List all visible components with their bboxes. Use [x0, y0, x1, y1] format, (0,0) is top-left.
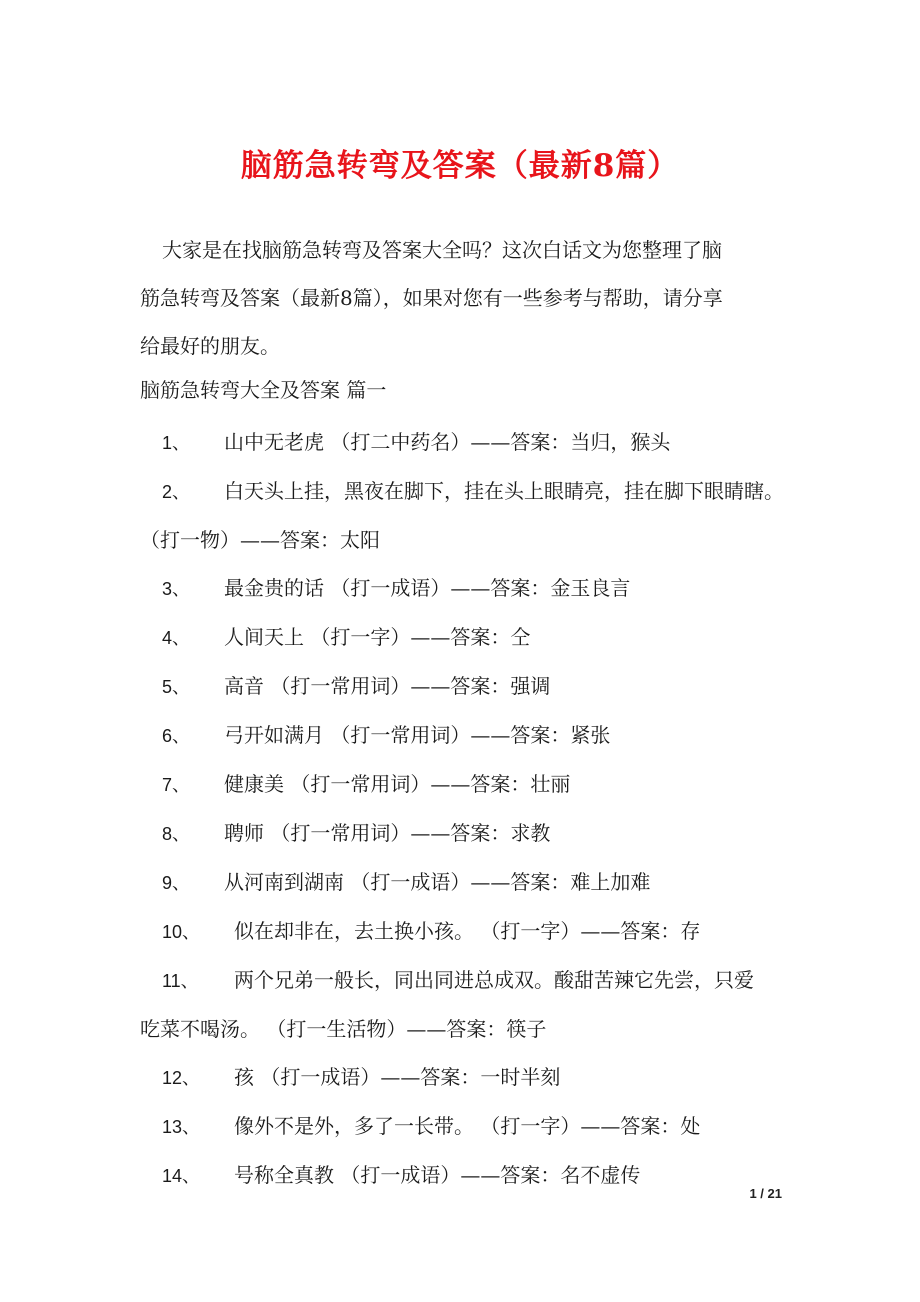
riddle-list	[140, 418, 800, 1200]
riddle-item	[140, 907, 800, 956]
intro-line: 筋急转弯及答案（最新8篇），如果对您有一些参考与帮助，请分享	[140, 286, 723, 310]
riddle-text: 从河南到湖南 （打一成语）——答案：难上加难	[224, 870, 651, 894]
riddle-text: 高音 （打一常用词）——答案：强调	[224, 674, 551, 698]
riddle-continuation: （打一物）——答案：太阳	[140, 528, 380, 552]
riddle-number: 4、	[162, 628, 191, 648]
riddle-number: 8、	[162, 824, 191, 844]
riddle-row	[140, 564, 800, 613]
riddle-text: 白天头上挂，黑夜在脚下，挂在头上眼睛亮，挂在脚下眼睛瞎。	[224, 479, 784, 503]
riddle-number: 11、	[162, 971, 199, 991]
page-title: 脑筋急转弯及答案（最新8篇）	[240, 148, 680, 184]
riddle-text: 似在却非在，去土换小孩。 （打一字）——答案：存	[234, 919, 701, 943]
riddle-item	[140, 809, 800, 858]
section-heading: 脑筋急转弯大全及答案 篇一	[140, 378, 387, 402]
riddle-row	[140, 711, 800, 760]
riddle-row	[140, 467, 800, 516]
riddle-text: 两个兄弟一般长，同出同进总成双。酸甜苦辣它先尝，只爱	[234, 968, 754, 992]
riddle-text: 聘师 （打一常用词）——答案：求教	[224, 821, 551, 845]
riddle-item	[140, 858, 800, 907]
riddle-text: 孩 （打一成语）——答案：一时半刻	[234, 1065, 561, 1089]
riddle-row	[140, 1151, 800, 1200]
riddle-item	[140, 956, 800, 1053]
riddle-item	[140, 1102, 800, 1151]
riddle-continuation: 吃菜不喝汤。 （打一生活物）——答案：筷子	[140, 1017, 547, 1041]
riddle-text: 弓开如满月 （打一常用词）——答案：紧张	[224, 723, 611, 747]
riddle-number: 9、	[162, 873, 191, 893]
riddle-text: 像外不是外，多了一长带。 （打一字）——答案：处	[234, 1114, 701, 1138]
riddle-item	[140, 418, 800, 467]
riddle-row	[140, 809, 800, 858]
riddle-text: 人间天上 （打一字）——答案：仝	[224, 625, 531, 649]
riddle-item	[140, 564, 800, 613]
riddle-row	[140, 418, 800, 467]
riddle-item	[140, 711, 800, 760]
riddle-number: 7、	[162, 775, 191, 795]
riddle-number: 13、	[162, 1117, 201, 1137]
riddle-number: 3、	[162, 579, 191, 599]
riddle-row	[140, 662, 800, 711]
riddle-number: 5、	[162, 677, 191, 697]
riddle-item	[140, 1151, 800, 1200]
riddle-item	[140, 662, 800, 711]
page-number: 1 / 21	[749, 1186, 782, 1201]
riddle-row	[140, 613, 800, 662]
riddle-row	[140, 1102, 800, 1151]
intro-line: 给最好的朋友。	[140, 334, 280, 358]
riddle-text: 山中无老虎 （打二中药名）——答案：当归，猴头	[224, 430, 671, 454]
riddle-row	[140, 907, 800, 956]
riddle-text: 最金贵的话 （打一成语）——答案：金玉良言	[224, 576, 631, 600]
riddle-row	[140, 1053, 800, 1102]
riddle-item	[140, 1053, 800, 1102]
intro-paragraph	[140, 226, 790, 370]
riddle-item	[140, 760, 800, 809]
riddle-number: 2、	[162, 482, 191, 502]
riddle-item	[140, 467, 800, 564]
riddle-number: 10、	[162, 922, 201, 942]
intro-line: 大家是在找脑筋急转弯及答案大全吗？这次白话文为您整理了脑	[162, 238, 722, 262]
riddle-row	[140, 956, 800, 1005]
riddle-item	[140, 613, 800, 662]
riddle-number: 1、	[162, 433, 191, 453]
riddle-text: 健康美 （打一常用词）——答案：壮丽	[224, 772, 571, 796]
riddle-number: 12、	[162, 1068, 201, 1088]
riddle-number: 14、	[162, 1166, 201, 1186]
riddle-row	[140, 760, 800, 809]
riddle-text: 号称全真教 （打一成语）——答案：名不虚传	[234, 1163, 641, 1187]
riddle-row	[140, 858, 800, 907]
riddle-number: 6、	[162, 726, 191, 746]
